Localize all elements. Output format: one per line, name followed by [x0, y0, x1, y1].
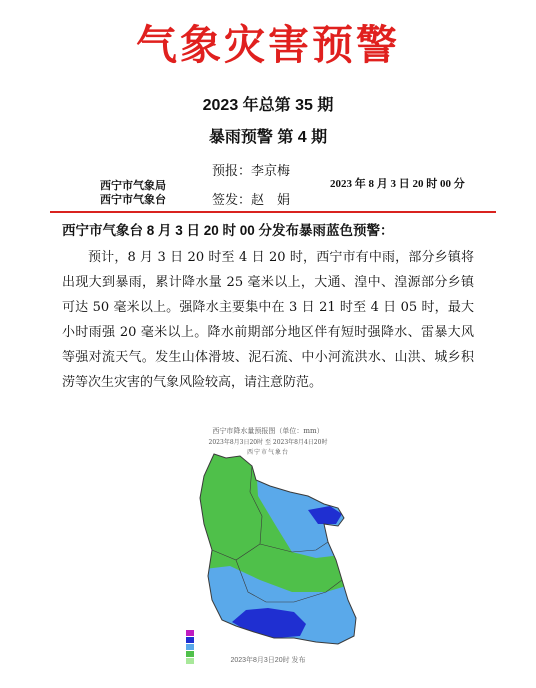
rainfall-map	[196, 452, 366, 652]
legend-swatch-3	[186, 644, 194, 650]
map-producer: 西宁市气象台	[246, 449, 289, 456]
map-period: 2023年8月3日20时 至 2023年8月4日20时	[208, 439, 328, 446]
map-footer: 2023年8月3日20时 发布	[230, 657, 306, 664]
warning-subtitle: 暴雨预警 第 4 期	[208, 129, 328, 146]
issue-datetime: 2023 年 8 月 3 日 20 时 00 分	[330, 178, 465, 190]
issuer: 签发：赵 娟	[212, 193, 291, 208]
org-observatory: 西宁市气象台	[100, 194, 166, 206]
legend-swatch-1	[186, 630, 194, 636]
notice-headline: 西宁市气象台 8 月 3 日 20 时 00 分发布暴雨蓝色预警：	[62, 223, 394, 238]
red-divider	[50, 211, 496, 213]
map-title: 西宁市降水量预报图（单位：mm）	[212, 427, 324, 435]
legend-swatch-2	[186, 637, 194, 643]
org-bureau: 西宁市气象局	[100, 180, 166, 192]
notice-body: 预计，8 月 3 日 20 时至 4 日 20 时，西宁市有中雨，部分乡镇将出现大到暴雨，累计降水量 25 毫米以上，大通、湟中、湟源部分乡镇可达 50 毫米以上。强降水主要集中在 3 日 21 时至 4 日 05 时，最大小时雨强 20 毫米以上。降水前期部分地区伴有短时强降水、雷暴大风等强对流天气。发生山体滑坡、泥石流、中小河流洪水、山洪、城乡积涝等次生灾害的气象风险较高，请注意防范。	[62, 250, 474, 390]
masthead-title: 气象灾害预警	[136, 21, 400, 69]
forecaster: 预报：李京梅	[212, 164, 291, 179]
issue-number: 2023 年总第 35 期	[202, 97, 334, 114]
